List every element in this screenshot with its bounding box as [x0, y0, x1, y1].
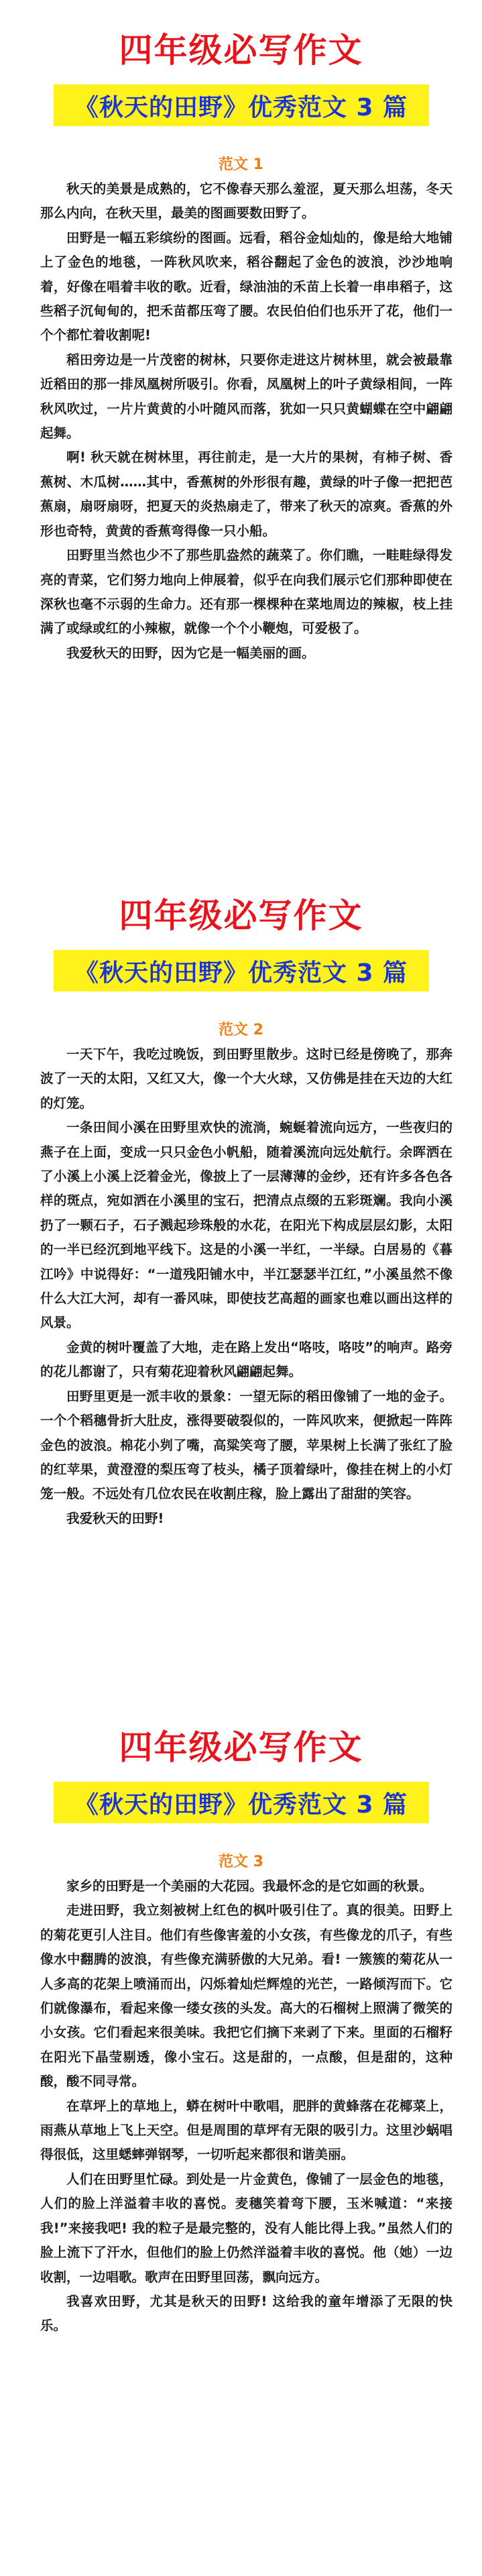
main-title: 四年级必写作文 [119, 31, 363, 70]
essay-body [40, 177, 453, 665]
paragraph: 田野是一幅五彩缤纷的图画。远看，稻谷金灿灿的，像是给大地铺上了金色的地毯，一阵秋风吹来，稻谷翻起了金色的波浪，沙沙地响着，好像在唱着丰收的歌。近看，绿油油的禾苗上长着一串串稻子，这些稻子沉甸甸的，把禾苗都压弯了腰。农民伯伯们也乐开了花，他们一个个都忙着收割呢! [40, 229, 453, 343]
paragraph: 我喜欢田野，尤其是秋天的田野! 这给我的童年增添了无限的快乐。 [40, 2293, 453, 2334]
paragraph: 啊! 秋天就在树林里，再往前走，是一大片的果树，有柿子树、香蕉树、木瓜树……其中，香蕉树的外形很有趣，黄绿的叶子像一把把芭蕉扇，扇呀扇呀，把夏天的炎热扇走了，带来了秋天的凉爽。香蕉的外形也奇特，黄黄的香蕉弯得像一只小船。 [40, 449, 453, 539]
paragraph: 我爱秋天的田野! [66, 1510, 164, 1526]
essay-section-3 [0, 1697, 482, 2576]
paragraph: 我爱秋天的田野，因为它是一幅美丽的画。 [66, 645, 315, 661]
sample-label: 范文 1 [219, 156, 263, 173]
essay-section-2 [0, 865, 482, 1670]
paragraph: 走进田野，我立刻被树上红色的枫叶吸引住了。真的很美。田野上的菊花更引人注目。他们有些像害羞的小女孩，有些像龙的爪子，有些像水中翻腾的波浪，有些像充满骄傲的大兄弟。看! 一簇簇的菊花从一人多高的花架上喷涌而出，闪烁着灿烂辉煌的光芒，一路倾泻而下。它们就像瀑布，看起来像一缕女孩的头发。高大的石榴树上照满了微笑的小女孩。它们看起来很美味。我把它们摘下来剥了下来。里面的石榴籽在阳光下晶莹剔透，像小宝石。这是甜的，一点酸，但是甜的，这种酸，酸不同寻常。 [40, 1902, 453, 2090]
paragraph: 一天下午，我吃过晚饭，到田野里散步。这时已经是傍晚了，那奔波了一天的太阳，又红又大，像一个大火球，又仿佛是挂在天边的大红的灯笼。 [40, 1046, 453, 1111]
subtitle: 《秋天的田野》优秀范文 3 篇 [74, 959, 408, 987]
subtitle: 《秋天的田野》优秀范文 3 篇 [74, 93, 408, 121]
paragraph: 秋天的美景是成熟的，它不像春天那么羞涩，夏天那么坦荡，冬天那么内向，在秋天里，最美的图画要数田野了。 [40, 181, 453, 221]
subtitle-band [54, 85, 429, 126]
paragraph: 稻田旁边是一片茂密的树林，只要你走进这片树林里，就会被最靠近稻田的那一排凤凰树所吸引。你看，凤凰树上的叶子黄绿相间，一阵秋风吹过，一片片黄黄的小叶随风而落，犹如一只只黄蝴蝶在空中翩翩起舞。 [40, 352, 453, 441]
sample-label: 范文 2 [219, 1022, 263, 1038]
main-title: 四年级必写作文 [119, 896, 363, 935]
subtitle-band [54, 950, 429, 991]
essay-section-1 [0, 0, 482, 832]
essay-body [40, 1874, 453, 2339]
paragraph: 在草坪上的草地上，蟒在树叶中歌唱，肥胖的黄蜂落在花椰菜上，雨燕从草地上飞上天空。但是周围的草坪有无限的吸引力。这里沙蜗唱得很低，这里蟋蟀弹钢琴，一切听起来都很和谐美丽。 [40, 2098, 453, 2163]
paragraph: 一条田间小溪在田野里欢快的流淌，蜿蜒着流向远方，一些夜归的燕子在上面，变成一只只金色小帆船，随着溪流向远处航行。余晖洒在了小溪上小溪上泛着金光，像披上了一层薄薄的金纱，还有许多各色各样的斑点，宛如洒在小溪里的宝石，把清点点缀的五彩斑斓。我向小溪扔了一颗石子，石子溅起珍珠般的水花，在阳光下构成层层幻影，太阳的一半已经沉到地平线下。这是的小溪一半红，一半绿。白居易的《暮江吟》中说得好：“一道残阳铺水中，半江瑟瑟半江红，”小溪虽然不像什么大江大河，却有一番风味，即使技艺高超的画家也难以画出这样的风景。 [40, 1120, 453, 1331]
paragraph: 家乡的田野是一个美丽的大花园。我最怀念的是它如画的秋景。 [66, 1878, 433, 1894]
main-title: 四年级必写作文 [119, 1728, 363, 1767]
subtitle-band [54, 1782, 429, 1823]
subtitle: 《秋天的田野》优秀范文 3 篇 [74, 1790, 408, 1819]
paragraph: 田野里当然也少不了那些肌盎然的蔬菜了。你们瞧，一畦畦绿得发亮的青菜，它们努力地向上伸展着，似乎在向我们展示它们那种即使在深秋也毫不示弱的生命力。还有那一棵棵种在菜地周边的辣椒，枝上挂满了或绿或红的小辣椒，就像一个个小鞭炮，可爱极了。 [40, 547, 453, 637]
essay-body [40, 1042, 453, 1531]
paragraph: 田野里更是一派丰收的景象：一望无际的稻田像铺了一地的金子。一个个稻穗骨折大肚皮，涨得要破裂似的，一阵风吹来，便掀起一阵阵金色的波浪。棉花小刿了嘴，高粱笑弯了腰，苹果树上长满了张红了脸的红苹果，黄澄澄的梨压弯了枝头，橘子顶着绿叶，像挂在树上的小灯笼一般。不远处有几位农民在收割庄稼，脸上露出了甜甜的笑容。 [40, 1388, 453, 1502]
sample-label: 范文 3 [219, 1854, 263, 1870]
paragraph: 金黄的树叶覆盖了大地，走在路上发出“咯吱，咯吱”的响声。路旁的花儿都谢了，只有菊花迎着秋风翩翩起舞。 [40, 1339, 453, 1380]
paragraph: 人们在田野里忙碌。到处是一片金黄色，像铺了一层金色的地毯，人们的脸上洋溢着丰收的喜悦。麦穗笑着弯下腰，玉米喊道：“来接我!”来接我吧! 我的粒子是最完整的，没有人能比得上我。”虽然人们的脸上流下了汗水，但他们的脸上仍然洋溢着丰收的喜悦。他（她）一边收割，一边唱歌。歌声在田野里回荡，飘向远方。 [40, 2171, 453, 2285]
